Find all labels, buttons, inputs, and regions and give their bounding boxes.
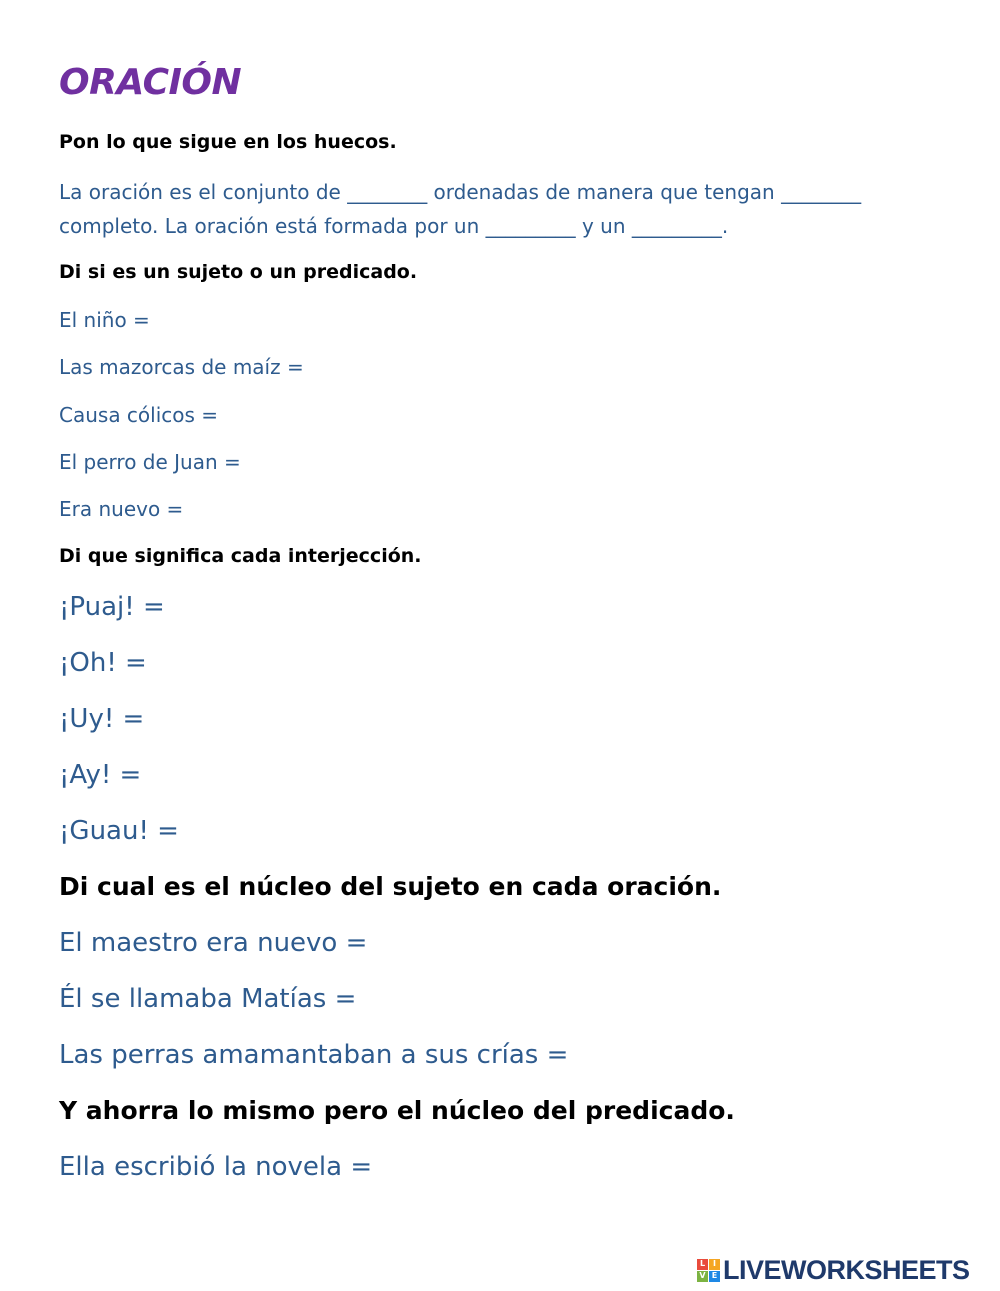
list-item: El niño = [59,308,150,332]
list-item: El perro de Juan = [59,450,241,474]
page-title: ORACIÓN [59,62,242,103]
list-item: ¡Uy! = [59,704,145,734]
list-item: Causa cólicos = [59,403,219,427]
instruction-subject-predicate: Di si es un sujeto o un predicado. [59,261,418,283]
paragraph-line-1: La oración es el conjunto de ________ ordenadas de manera que tengan ________ [59,180,862,204]
instruction-predicate-nucleus: Y ahorra lo mismo pero el núcleo del predicado. [59,1096,735,1125]
list-item: ¡Guau! = [59,816,179,846]
list-item: Era nuevo = [59,497,184,521]
logo-letter: E [709,1271,720,1282]
instruction-interjections: Di que significa cada interjección. [59,545,422,567]
list-item: ¡Oh! = [59,648,147,678]
instruction-fill-blanks: Pon lo que sigue en los huecos. [59,131,397,153]
list-item: ¡Ay! = [59,760,142,790]
logo-text: LIVEWORKSHEETS [723,1254,970,1285]
list-item: Él se llamaba Matías = [59,984,357,1014]
list-item: El maestro era nuevo = [59,928,368,958]
logo-mark-icon [697,1259,720,1282]
list-item: ¡Puaj! = [59,592,165,622]
list-item: Las perras amamantaban a sus crías = [59,1040,569,1070]
logo-letter: L [697,1259,708,1270]
paragraph-line-2: completo. La oración está formada por un _________ y un _________. [59,214,729,238]
instruction-subject-nucleus: Di cual es el núcleo del sujeto en cada oración. [59,872,722,901]
list-item: Las mazorcas de maíz = [59,355,304,379]
liveworksheets-logo [697,1254,970,1286]
logo-letter: I [709,1259,720,1270]
logo-letter: V [697,1271,708,1282]
list-item: Ella escribió la novela = [59,1152,373,1182]
